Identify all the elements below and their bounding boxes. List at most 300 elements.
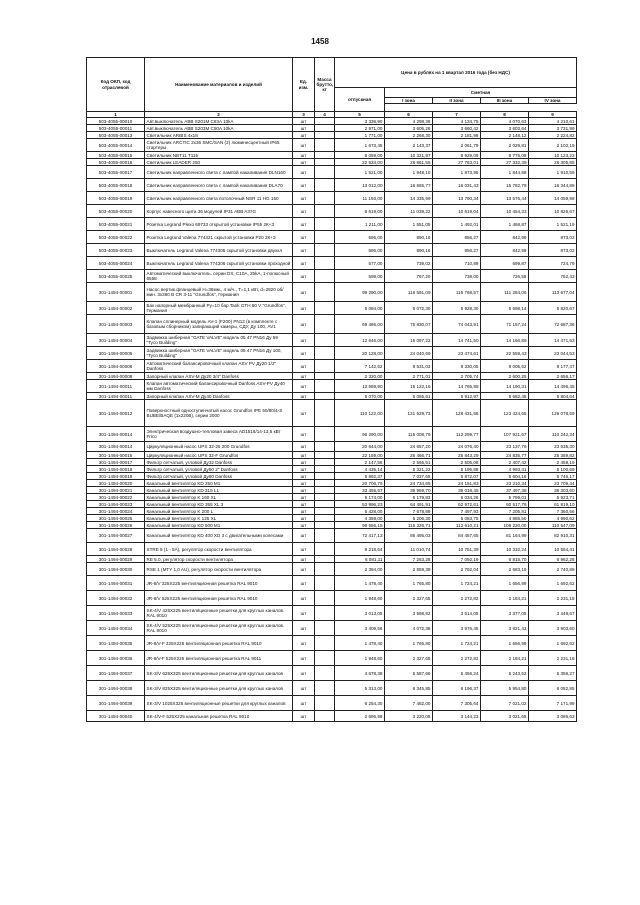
- row-zone4-price: 5 923,71: [529, 494, 577, 501]
- row-code: 301-1494-00030: [87, 563, 145, 576]
- row-unit: шт: [293, 487, 315, 494]
- row-unit: шт: [293, 360, 315, 373]
- row-zone1-price: 2 565,51: [385, 459, 433, 466]
- row-zone3-price: 10 454,33: [481, 205, 529, 218]
- row-mass: [315, 480, 335, 487]
- row-mass: [315, 334, 335, 347]
- row-name: SK-4/V 425X225 вентиляционные решетки для круглых каналов. RAL 9010: [145, 606, 293, 621]
- row-zone3-price: 6 815,70: [481, 556, 529, 563]
- row-zone2-price: 5 456,24: [433, 666, 481, 681]
- row-name: Канальный вентилятор KD 500 M1: [145, 522, 293, 529]
- row-code: 503-4055-00013: [87, 132, 145, 139]
- row-mass: [315, 508, 335, 515]
- row-unit: шт: [293, 466, 315, 473]
- row-zone4-price: 6 746,17: [529, 473, 577, 480]
- row-zone1-price: 115 326,71: [385, 522, 433, 529]
- row-unit: шт: [293, 393, 315, 400]
- row-release-price: 1 478,40: [335, 576, 385, 591]
- row-unit: шт: [293, 563, 315, 576]
- row-mass: [315, 501, 335, 508]
- column-number: 3: [293, 112, 315, 118]
- row-zone2-price: 39 018,45: [433, 487, 481, 494]
- row-zone1-price: 5 206,30: [385, 515, 433, 522]
- row-zone2-price: 13 790,34: [433, 192, 481, 205]
- table-row: [87, 205, 577, 218]
- row-mass: [315, 218, 335, 231]
- row-mass: [315, 393, 335, 400]
- row-zone1-price: 2 327,65: [385, 651, 433, 666]
- table-row: [87, 302, 577, 315]
- row-zone3-price: 1 468,87: [481, 218, 529, 231]
- row-zone4-price: 6 082,85: [529, 681, 577, 696]
- row-mass: [315, 452, 335, 459]
- table-row: [87, 166, 577, 179]
- row-zone3-price: 2 184,21: [481, 651, 529, 666]
- row-zone2-price: 128 431,56: [433, 400, 481, 427]
- row-zone3-price: 5 698,14: [481, 302, 529, 315]
- row-unit: шт: [293, 380, 315, 393]
- row-zone2-price: 7 305,64: [433, 696, 481, 711]
- row-zone4-price: 5 356,27: [529, 666, 577, 681]
- row-zone1-price: 15 122,16: [385, 380, 433, 393]
- row-zone1-price: 1 765,80: [385, 636, 433, 651]
- row-zone2-price: 5 912,97: [433, 393, 481, 400]
- table-row: [87, 380, 577, 393]
- row-name: Поверхностный одноступенчатый насос Grundfos IPE 50/80/4-S BUBE/BAQE (1x220B), серии 2000: [145, 400, 293, 427]
- row-zone4-price: 2 459,19: [529, 459, 577, 466]
- row-mass: [315, 651, 335, 666]
- row-name: Фильтр сетчатый, угловой Ду32 Danfoss: [145, 459, 293, 466]
- row-zone2-price: 7 092,19: [433, 556, 481, 563]
- row-zone4-price: 2 231,18: [529, 591, 577, 606]
- row-name: Автоматический балансировочный клапан ASV PV Ду20 1/2" Danfoss: [145, 360, 293, 373]
- table-row: [87, 393, 577, 400]
- row-zone1-price: 4 072,38: [385, 621, 433, 636]
- row-name: JR-8/V 325X225 вентиляционная решетка RAL 9010: [145, 576, 293, 591]
- table-row: [87, 473, 577, 480]
- row-release-price: 6 081,11: [335, 556, 385, 563]
- row-name: Задвижка шиберная "GATE VALVE" модель 05 47 PN16 Ду 59 "Tyco Building": [145, 334, 293, 347]
- row-mass: [315, 159, 335, 166]
- table-row: [87, 270, 577, 283]
- row-zone4-price: 126 078,59: [529, 400, 577, 427]
- row-zone1-price: 75 830,07: [385, 315, 433, 334]
- row-zone2-price: 6 196,37: [433, 681, 481, 696]
- row-zone2-price: 112 610,21: [433, 522, 481, 529]
- row-name: Авт.выключатель ABB S203M C50A 10kA: [145, 125, 293, 132]
- table-row: [87, 400, 577, 427]
- table-row: [87, 591, 577, 606]
- row-mass: [315, 466, 335, 473]
- table-row: [87, 681, 577, 696]
- row-name: Бак напорный мембранный Pу=10 бар Tank GTH 60 V "Grundfos", Германия: [145, 302, 293, 315]
- row-zone1-price: 890,16: [385, 244, 433, 257]
- row-name: Светильник направленного света потолочный NSR 11 HG 150: [145, 192, 293, 205]
- row-zone2-price: 3 660,42: [433, 125, 481, 132]
- row-zone4-price: 110 242,34: [529, 427, 577, 442]
- row-code: 301-1494-00037: [87, 666, 145, 681]
- table-row: [87, 621, 577, 636]
- row-zone3-price: 2 683,19: [481, 563, 529, 576]
- row-unit: шт: [293, 501, 315, 508]
- row-name: Канальный вентилятор KD 315 L1: [145, 487, 293, 494]
- row-unit: шт: [293, 636, 315, 651]
- row-unit: шт: [293, 218, 315, 231]
- row-release-price: 1 771,00: [335, 132, 385, 139]
- row-name: Светильник NBT11 T115: [145, 152, 293, 159]
- row-mass: [315, 231, 335, 244]
- row-zone4-price: 110 547,09: [529, 522, 577, 529]
- column-number: 5: [335, 112, 385, 118]
- row-code: 301-1494-00036: [87, 651, 145, 666]
- row-unit: шт: [293, 459, 315, 466]
- row-zone1-price: 6 055,61: [385, 393, 433, 400]
- row-name: Автоматический выключатель. серии DX, C10A, 25kA, 1-полюсный 6558: [145, 270, 293, 283]
- row-release-price: 8 619,00: [335, 205, 385, 218]
- table-row: [87, 347, 577, 360]
- table-row: [87, 427, 577, 442]
- row-zone3-price: 1 656,99: [481, 576, 529, 591]
- row-code: 503-4055-00014: [87, 139, 145, 152]
- table-row: [87, 452, 577, 459]
- row-name: Циркуляционный насос UPS 32-F Grundfos: [145, 452, 293, 459]
- row-zone2-price: 25 843,29: [433, 452, 481, 459]
- row-zone3-price: 2 184,21: [481, 591, 529, 606]
- row-name: Фильтр сетчатый, угловой Ду50 2" Danfoss: [145, 466, 293, 473]
- row-code: 301-1494-00020: [87, 480, 145, 487]
- row-release-price: 53 996,23: [335, 501, 385, 508]
- row-code: 301-1494-00024: [87, 508, 145, 515]
- row-name: JR-8/V-F 325X225 вентиляционная решетка RAL 9010: [145, 636, 293, 651]
- row-zone2-price: 27 763,01: [433, 159, 481, 166]
- row-mass: [315, 681, 335, 696]
- table-row: [87, 636, 577, 651]
- row-mass: [315, 132, 335, 139]
- row-zone4-price: 873,02: [529, 244, 577, 257]
- row-zone4-price: 1 692,62: [529, 636, 577, 651]
- row-zone1-price: 1 765,80: [385, 576, 433, 591]
- row-zone1-price: 5 587,66: [385, 666, 433, 681]
- row-release-price: 1 521,00: [335, 166, 385, 179]
- row-name: Канальный вентилятор K 200 L: [145, 508, 293, 515]
- row-zone1-price: 2 327,65: [385, 591, 433, 606]
- table-row: [87, 132, 577, 139]
- row-zone1-price: 8 531,03: [385, 360, 433, 373]
- row-mass: [315, 487, 335, 494]
- row-zone3-price: 81 164,99: [481, 529, 529, 543]
- row-release-price: 99 290,00: [335, 283, 385, 302]
- row-zone2-price: 2 061,79: [433, 139, 481, 152]
- column-number: 7: [433, 112, 481, 118]
- row-zone3-price: 108 220,00: [481, 522, 529, 529]
- row-zone3-price: 71 157,24: [481, 315, 529, 334]
- row-zone2-price: 115 768,57: [433, 283, 481, 302]
- column-number: 9: [529, 112, 577, 118]
- row-name: STRE 5 (1 - 5A), регулятор скорости вентилятора: [145, 543, 293, 556]
- row-mass: [315, 556, 335, 563]
- row-zone1-price: 890,16: [385, 231, 433, 244]
- row-unit: шт: [293, 270, 315, 283]
- row-zone1-price: 16 665,77: [385, 179, 433, 192]
- row-zone1-price: 3 598,82: [385, 606, 433, 621]
- row-zone3-price: 842,99: [481, 244, 529, 257]
- row-zone2-price: 738,00: [433, 270, 481, 283]
- row-zone3-price: 8 005,52: [481, 360, 529, 373]
- row-zone4-price: 38 303,60: [529, 487, 577, 494]
- row-zone4-price: 3 731,99: [529, 125, 577, 132]
- row-zone3-price: 10 332,24: [481, 543, 529, 556]
- row-name: Запорный клапан ASV-M Ду40 Danfoss: [145, 393, 293, 400]
- row-code: 503-4055-00024: [87, 257, 145, 270]
- row-zone2-price: 1 492,01: [433, 218, 481, 231]
- row-mass: [315, 606, 335, 621]
- row-zone1-price: 1 948,10: [385, 166, 433, 179]
- row-zone2-price: 1 873,95: [433, 166, 481, 179]
- row-zone3-price: 14 190,31: [481, 380, 529, 393]
- row-zone4-price: 23 635,30: [529, 442, 577, 452]
- row-unit: шт: [293, 591, 315, 606]
- row-zone1-price: 2 859,39: [385, 563, 433, 576]
- column-number: 6: [385, 112, 433, 118]
- row-zone4-price: 1 910,59: [529, 166, 577, 179]
- row-zone2-price: 2 272,82: [433, 591, 481, 606]
- row-zone3-price: 699,87: [481, 257, 529, 270]
- row-zone3-price: 13 576,44: [481, 192, 529, 205]
- table-row: [87, 576, 577, 591]
- row-release-price: 3 013,05: [335, 606, 385, 621]
- row-zone1-price: 4 298,36: [385, 118, 433, 125]
- row-unit: шт: [293, 166, 315, 179]
- table-row: [87, 315, 577, 334]
- row-zone1-price: 11 039,22: [385, 205, 433, 218]
- row-zone1-price: 14 335,99: [385, 192, 433, 205]
- row-code: 301-1494-00032: [87, 591, 145, 606]
- row-name: SK-4/V 525X225 вентиляционные решетки для круглых каналов. RAL 9010: [145, 621, 293, 636]
- table-row: [87, 563, 577, 576]
- row-zone2-price: 9 929,09: [433, 152, 481, 159]
- row-unit: шт: [293, 179, 315, 192]
- row-zone1-price: 15 097,22: [385, 334, 433, 347]
- header-zone4: IV зона: [529, 98, 577, 104]
- row-name: Клапан сплинерный модель AV-1 (F200) PN12 (в комплекте с базовым сборником) запирающий камеры, СДУ, Ду 100, AV1: [145, 315, 293, 334]
- row-code: 503-4055-00017: [87, 166, 145, 179]
- row-release-price: 599,00: [335, 270, 385, 283]
- row-zone4-price: 14 471,53: [529, 334, 577, 347]
- row-mass: [315, 125, 335, 132]
- row-zone1-price: 86 495,03: [385, 529, 433, 543]
- row-mass: [315, 347, 335, 360]
- row-unit: шт: [293, 651, 315, 666]
- table-row: [87, 283, 577, 302]
- row-code: 503-4055-00010: [87, 118, 145, 125]
- row-zone4-price: 2 224,82: [529, 132, 577, 139]
- table-row: [87, 529, 577, 543]
- row-zone3-price: 107 921,67: [481, 427, 529, 442]
- row-zone1-price: 7 678,89: [385, 508, 433, 515]
- row-code: 301-1494-00025: [87, 515, 145, 522]
- row-name: Насос вертик.фланцевый H=36мм., 4 м/ч., T=1,1 кВт, d=2820 об/мин. 3х380 В CR 3-11 "Grundfos", Германия: [145, 283, 293, 302]
- row-zone1-price: 24 734,65: [385, 480, 433, 487]
- row-zone4-price: 23 709,44: [529, 480, 577, 487]
- page-number: 1458: [311, 37, 329, 46]
- row-release-price: 6 428,00: [335, 508, 385, 515]
- row-code: 301-1494-00021: [87, 487, 145, 494]
- row-code: 301-1494-00006: [87, 360, 145, 373]
- row-release-price: 69 486,00: [335, 315, 385, 334]
- row-unit: шт: [293, 315, 315, 334]
- row-release-price: 9 218,64: [335, 543, 385, 556]
- row-zone3-price: 4 993,31: [481, 466, 529, 473]
- row-unit: шт: [293, 621, 315, 636]
- row-release-price: 20 706,76: [335, 480, 385, 487]
- row-code: 301-1494-00019: [87, 473, 145, 480]
- row-zone2-price: 8 330,05: [433, 360, 481, 373]
- row-code: 503-4055-00021: [87, 218, 145, 231]
- table-row: [87, 159, 577, 166]
- row-release-price: 5 174,00: [335, 494, 385, 501]
- row-unit: шт: [293, 139, 315, 152]
- row-name: JR-8/V-F 525X225 вентиляционная решетка RAL 9011: [145, 651, 293, 666]
- row-name: Авт.выключатель ABB S201M C63A 10kA: [145, 118, 293, 125]
- row-mass: [315, 473, 335, 480]
- row-zone1-price: 64 491,91: [385, 501, 433, 508]
- row-zone1-price: 739,02: [385, 257, 433, 270]
- row-unit: шт: [293, 132, 315, 139]
- row-code: 301-1494-00005: [87, 347, 145, 360]
- row-mass: [315, 380, 335, 393]
- row-name: Задвижка шиберная "GATE VALVE" модель 05 47 PN16 Ду 100, "Tyco Building": [145, 347, 293, 360]
- row-zone4-price: 5 820,67: [529, 302, 577, 315]
- row-mass: [315, 192, 335, 205]
- row-code: 503-4055-00022: [87, 231, 145, 244]
- row-name: Электрическая воздушно-тепловая завеса AD1516/14-13,5 кВт Frico: [145, 427, 293, 442]
- row-unit: шт: [293, 442, 315, 452]
- row-zone4-price: 7 360,56: [529, 508, 577, 515]
- row-mass: [315, 118, 335, 125]
- table-row: [87, 556, 577, 563]
- row-zone1-price: 7 037,65: [385, 473, 433, 480]
- row-unit: шт: [293, 696, 315, 711]
- row-release-price: 3 409,56: [335, 621, 385, 636]
- row-zone4-price: 10 123,23: [529, 152, 577, 159]
- row-zone4-price: 10 826,67: [529, 205, 577, 218]
- row-release-price: 12 646,00: [335, 334, 385, 347]
- row-code: 301-1494-00003: [87, 315, 145, 334]
- row-code: 301-1494-00008: [87, 373, 145, 380]
- row-name: Клапан автоматический балансировочный Danfoss ASV-PV Ду40 мм Danfoss: [145, 380, 293, 393]
- row-code: 301-1494-00018: [87, 466, 145, 473]
- table-row: [87, 522, 577, 529]
- row-zone4-price: 4 210,61: [529, 118, 577, 125]
- row-code: 503-4055-00018: [87, 179, 145, 192]
- row-mass: [315, 179, 335, 192]
- row-zone3-price: 2 148,12: [481, 132, 529, 139]
- row-unit: шт: [293, 427, 315, 442]
- row-zone2-price: 14 765,98: [433, 380, 481, 393]
- row-unit: шт: [293, 522, 315, 529]
- row-release-price: 12 669,90: [335, 380, 385, 393]
- row-zone4-price: 752,43: [529, 270, 577, 283]
- row-zone4-price: 4 990,62: [529, 515, 577, 522]
- row-code: 301-1494-00001: [87, 283, 145, 302]
- row-zone1-price: 26 466,71: [385, 452, 433, 459]
- row-unit: шт: [293, 529, 315, 543]
- row-release-price: 110 122,00: [335, 400, 385, 427]
- row-code: 301-1494-00004: [87, 334, 145, 347]
- row-unit: шт: [293, 681, 315, 696]
- table-row: [87, 442, 577, 452]
- table-row: [87, 334, 577, 347]
- column-number: 1: [87, 112, 145, 118]
- row-mass: [315, 166, 335, 179]
- row-zone4-price: 72 687,36: [529, 315, 577, 334]
- row-zone4-price: 14 059,98: [529, 192, 577, 205]
- row-mass: [315, 522, 335, 529]
- row-zone4-price: 873,02: [529, 231, 577, 244]
- row-mass: [315, 459, 335, 466]
- row-code: 301-1494-00040: [87, 711, 145, 722]
- row-mass: [315, 621, 335, 636]
- table-row: [87, 487, 577, 494]
- table-row: [87, 192, 577, 205]
- table-row: [87, 711, 577, 722]
- row-release-price: 1 948,60: [335, 591, 385, 606]
- price-table: [86, 57, 577, 722]
- row-code: 503-4055-00011: [87, 125, 145, 132]
- table-row: [87, 139, 577, 152]
- row-zone2-price: 16 031,43: [433, 179, 481, 192]
- row-mass: [315, 360, 335, 373]
- row-mass: [315, 205, 335, 218]
- row-unit: шт: [293, 373, 315, 380]
- table-row: [87, 231, 577, 244]
- header-mass: Масса брутто, кг: [315, 58, 335, 112]
- row-zone1-price: 2 268,30: [385, 132, 433, 139]
- row-release-price: 22 159,00: [335, 452, 385, 459]
- row-zone2-price: 2 705,74: [433, 373, 481, 380]
- row-unit: шт: [293, 576, 315, 591]
- row-code: 301-1494-00028: [87, 543, 145, 556]
- row-release-price: 2 394,00: [335, 563, 385, 576]
- row-name: Канальный вентилятор KD 250 M1: [145, 480, 293, 487]
- row-mass: [315, 427, 335, 442]
- table-row: [87, 179, 577, 192]
- row-code: 301-1494-00035: [87, 636, 145, 651]
- row-zone3-price: 5 954,80: [481, 681, 529, 696]
- row-zone3-price: 24 835,77: [481, 452, 529, 459]
- row-release-price: 5 084,00: [335, 302, 385, 315]
- row-zone2-price: 24 151,83: [433, 480, 481, 487]
- row-unit: шт: [293, 257, 315, 270]
- row-release-price: 695,00: [335, 244, 385, 257]
- row-zone4-price: 113 677,04: [529, 283, 577, 302]
- row-mass: [315, 373, 335, 380]
- row-mass: [315, 696, 335, 711]
- row-release-price: 695,00: [335, 231, 385, 244]
- row-mass: [315, 152, 335, 159]
- row-zone4-price: 6 962,26: [529, 556, 577, 563]
- row-zone3-price: 3 021,65: [481, 711, 529, 722]
- row-name: Светильник ARCTIC 2x36 SMC/SAN (2) люминесцентный IP65 стартеры: [145, 139, 293, 152]
- row-zone2-price: 856,27: [433, 231, 481, 244]
- row-zone1-price: 28 861,55: [385, 159, 433, 166]
- row-unit: шт: [293, 508, 315, 515]
- header-release: отпускная: [335, 88, 385, 112]
- row-name: Фильтр сетчатый, угловой Ду80 Danfoss: [145, 473, 293, 480]
- row-mass: [315, 270, 335, 283]
- row-release-price: 33 455,67: [335, 487, 385, 494]
- table-row: [87, 515, 577, 522]
